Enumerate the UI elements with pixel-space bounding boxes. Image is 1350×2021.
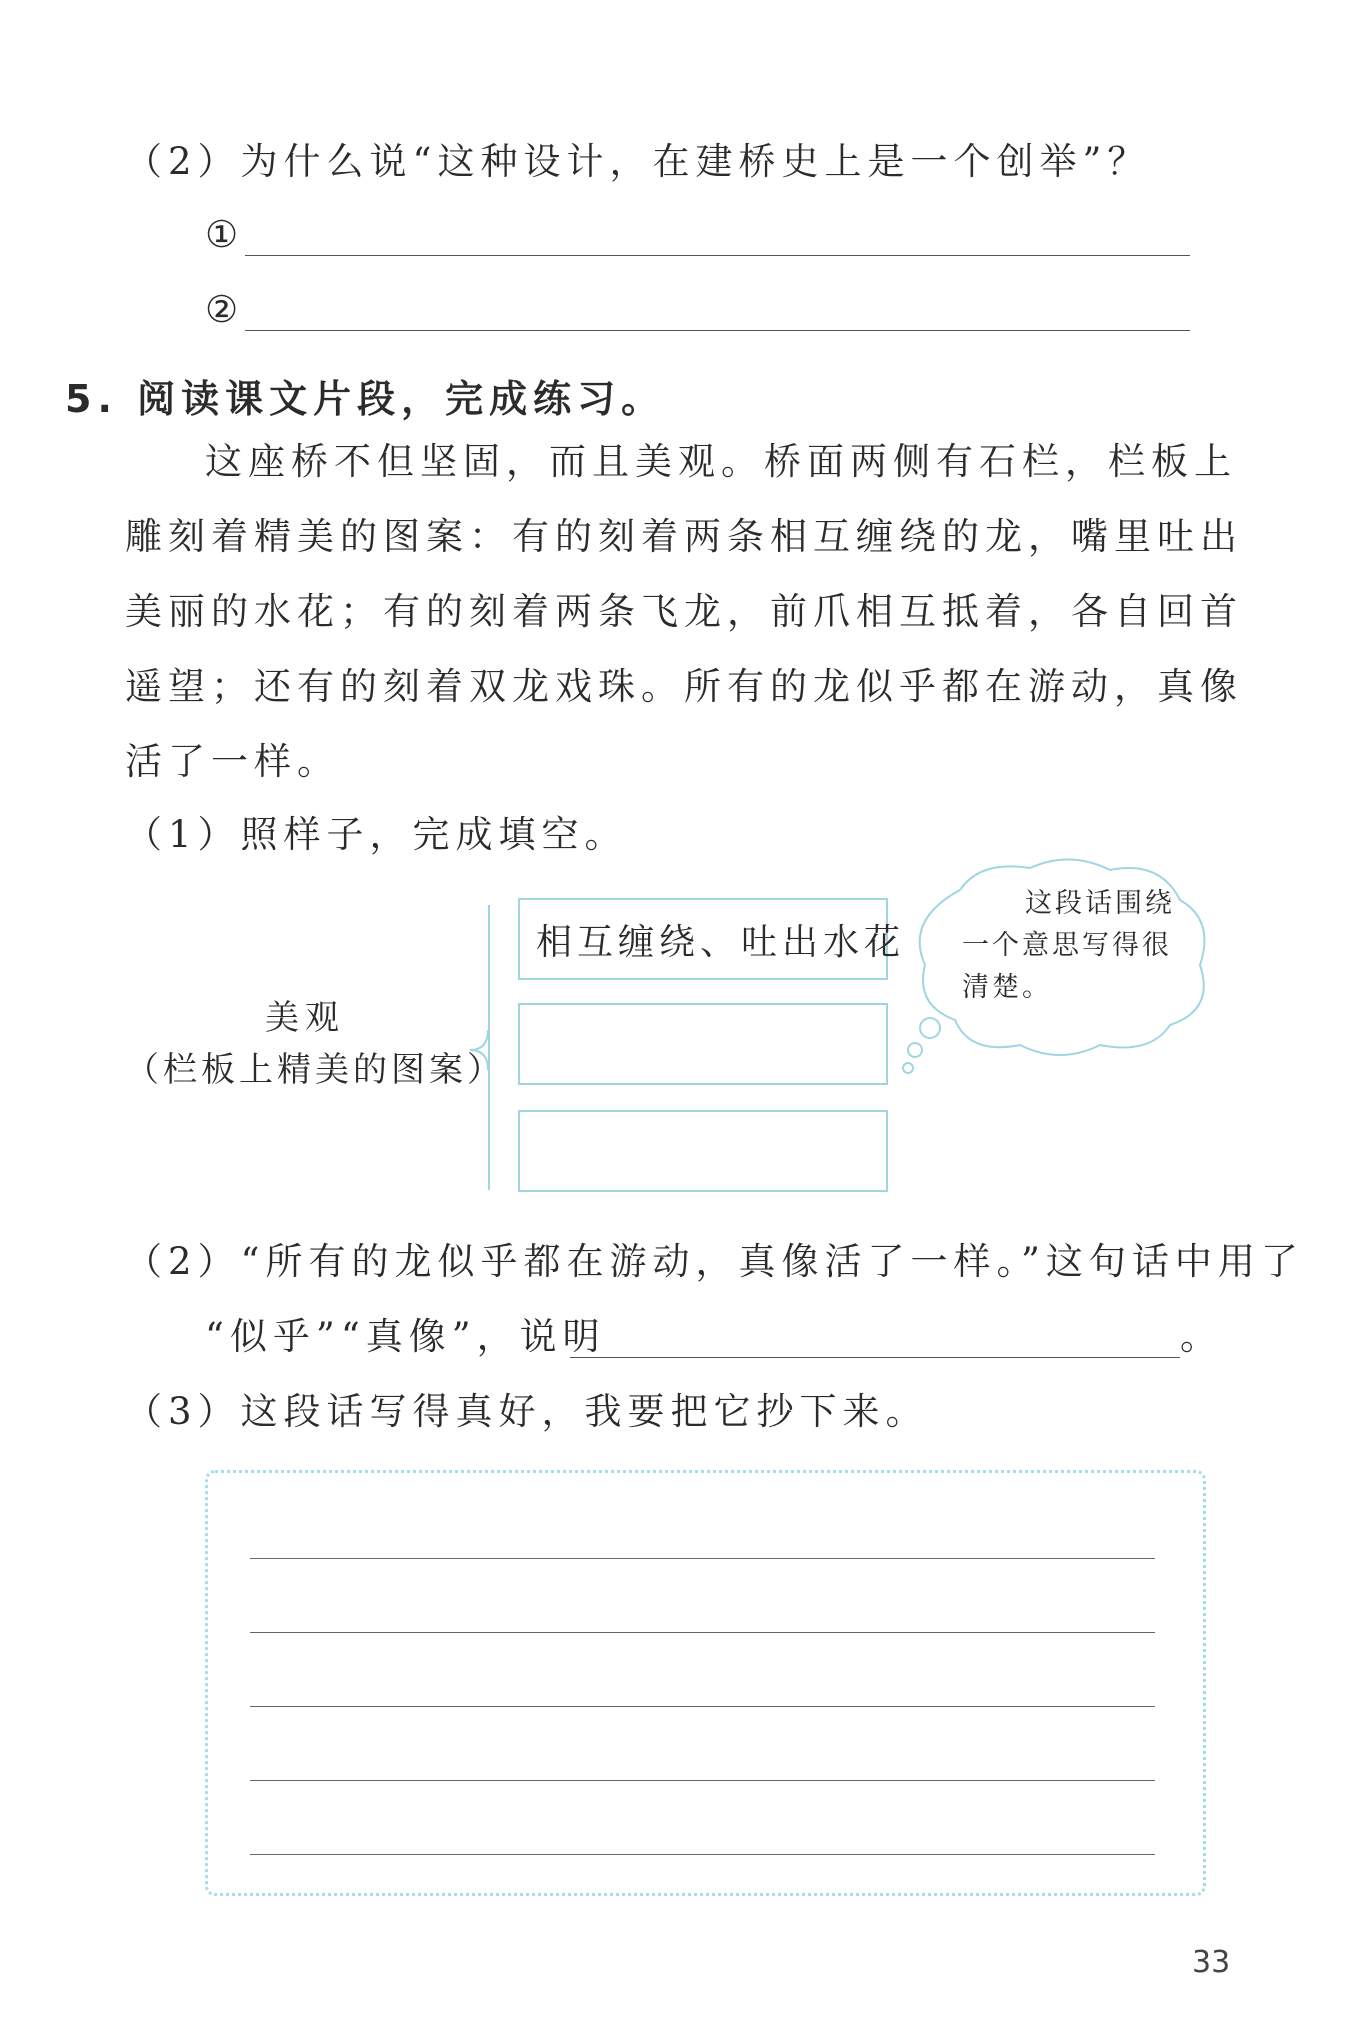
bubble-line: 这段话围绕 [1025, 888, 1175, 919]
page-number: 33 [1192, 1945, 1231, 1980]
passage-line: 遥望；还有的刻着双龙戏珠。所有的龙似乎都在游动，真像 [125, 665, 1243, 708]
q4-sub2-marker-2: ② [205, 288, 245, 331]
q4-sub2-label: （2）为什么说“这种设计，在建桥史上是一个创举”？ [125, 140, 1151, 183]
left-label-main: 美观 [265, 998, 345, 1038]
q5-title: 5. 阅读课文片段，完成练习。 [65, 377, 666, 421]
writing-line[interactable] [250, 1854, 1155, 1855]
passage-line: 美丽的水花；有的刻着两条飞龙，前爪相互抵着，各自回首 [125, 590, 1243, 633]
passage-line: 这座桥不但坚固，而且美观。桥面两侧有石栏，栏板上 [205, 440, 1237, 483]
bracket-point [468, 1030, 492, 1070]
example-box [518, 898, 906, 980]
bubble-line: 清楚。 [962, 972, 1052, 1003]
writing-line[interactable] [250, 1558, 1155, 1559]
writing-line[interactable] [250, 1780, 1155, 1781]
answer-blank-2[interactable] [245, 330, 1190, 331]
fill-box-2[interactable] [518, 1110, 888, 1192]
q5-sub2-line1: （2）“所有的龙似乎都在游动，真像活了一样。”这句话中用了 [125, 1240, 1304, 1283]
q5-sub2-line2-suffix: 。 [1180, 1315, 1223, 1358]
sub2-answer-blank[interactable] [570, 1357, 1180, 1358]
answer-blank-1[interactable] [245, 255, 1190, 256]
bubble-line: 一个意思写得很 [962, 930, 1172, 961]
q5-sub3-label: （3）这段话写得真好，我要把它抄下来。 [125, 1390, 929, 1433]
writing-line[interactable] [250, 1706, 1155, 1707]
thought-bubble [900, 850, 1220, 1090]
q5-sub1-label: （1）照样子，完成填空。 [125, 813, 628, 856]
left-label-sub: （栏板上精美的图案） [125, 1050, 505, 1090]
writing-line[interactable] [250, 1632, 1155, 1633]
q4-sub2-marker-1: ① [205, 213, 245, 256]
passage-line: 活了一样。 [125, 740, 340, 783]
copy-writing-area[interactable] [205, 1470, 1206, 1896]
example-box-text: 相互缠绕、吐出水花 [536, 922, 906, 963]
fill-box-1[interactable] [518, 1003, 888, 1085]
passage-line: 雕刻着精美的图案：有的刻着两条相互缠绕的龙，嘴里吐出 [125, 515, 1243, 558]
q5-sub2-line2-prefix: “似乎”“真像”，说明 [205, 1315, 606, 1358]
